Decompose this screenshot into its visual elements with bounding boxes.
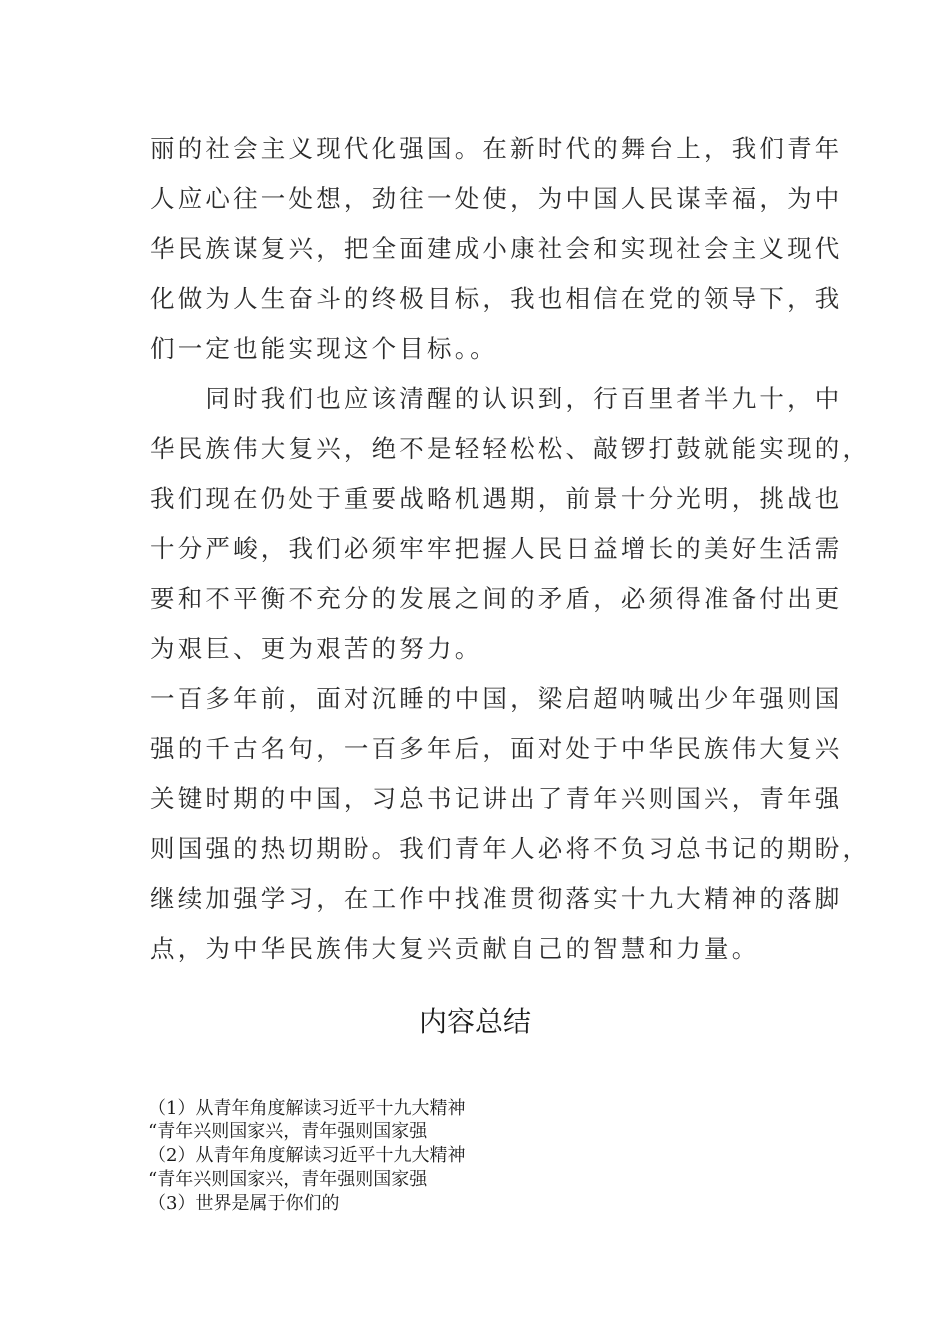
- body-text-line: 要和不平衡不充分的发展之间的矛盾，必须得准备付出更: [150, 584, 843, 613]
- summary-item: （3）世界是属于你们的: [148, 1193, 340, 1214]
- body-text-line: 继续加强学习，在工作中找准贯彻落实十九大精神的落脚: [150, 884, 843, 913]
- summary-title: 内容总结: [418, 1005, 531, 1038]
- body-text-line: 关键时期的中国，习总书记讲出了青年兴则国兴，青年强: [150, 784, 843, 813]
- body-text-line: 人应心往一处想，劲往一处使，为中国人民谋幸福，为中: [150, 184, 843, 213]
- body-text-line: 则国强的热切期盼。我们青年人必将不负习总书记的期盼，: [150, 834, 871, 863]
- body-text-line: 点，为中华民族伟大复兴贡献自己的智慧和力量。: [150, 934, 760, 963]
- body-text-line: 们一定也能实现这个目标。。: [150, 334, 498, 363]
- body-text-line: 华民族谋复兴，把全面建成小康社会和实现社会主义现代: [150, 234, 843, 263]
- summary-item: “青年兴则国家兴，青年强则国家强: [148, 1169, 428, 1190]
- body-text-line: 为艰巨、更为艰苦的努力。: [150, 634, 483, 663]
- body-text-line: 丽的社会主义现代化强国。在新时代的舞台上，我们青年: [150, 134, 843, 163]
- body-text-line: 强的千古名句，一百多年后，面对处于中华民族伟大复兴: [150, 734, 843, 763]
- body-text-line: 化做为人生奋斗的终极目标，我也相信在党的领导下，我: [150, 284, 843, 313]
- summary-item: （1）从青年角度解读习近平十九大精神: [148, 1098, 466, 1119]
- body-text-line: 十分严峻，我们必须牢牢把握人民日益增长的美好生活需: [150, 534, 843, 563]
- summary-item: （2）从青年角度解读习近平十九大精神: [148, 1145, 466, 1166]
- body-text-line: 华民族伟大复兴，绝不是轻轻松松、敲锣打鼓就能实现的，: [150, 434, 871, 463]
- body-text-line: 一百多年前，面对沉睡的中国，梁启超呐喊出少年强则国: [150, 684, 843, 713]
- body-text-line: 同时我们也应该清醒的认识到，行百里者半九十，中: [150, 384, 843, 413]
- summary-item: “青年兴则国家兴，青年强则国家强: [148, 1121, 428, 1142]
- body-text-line: 我们现在仍处于重要战略机遇期，前景十分光明，挑战也: [150, 484, 843, 513]
